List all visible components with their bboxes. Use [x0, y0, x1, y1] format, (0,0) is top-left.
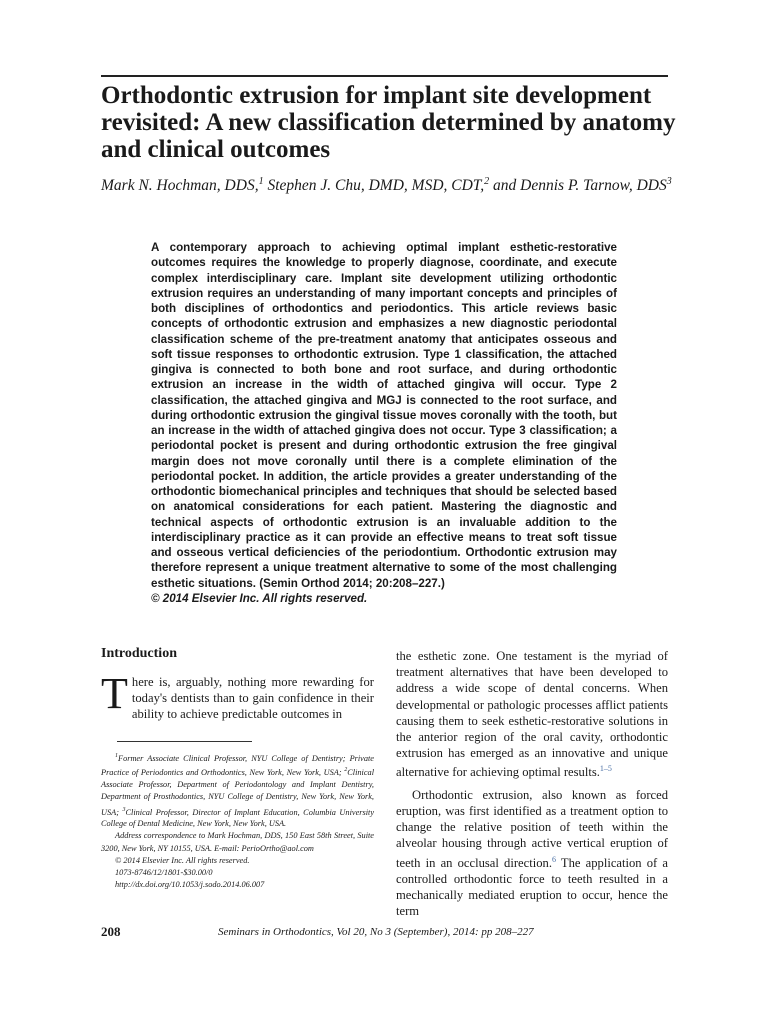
doi-link[interactable]: http://dx.doi.org/10.1053/j.sodo.2014.06.007	[115, 879, 265, 889]
intro-text-p2a: Orthodontic extrusion, also known as forced eruption, was first identified as a treatment option to change the relative position of teeth within the alveolar housing through active vertical eruption of teeth in an occlusal direction.	[396, 787, 668, 870]
intro-text-p2b: The application of a controlled orthodontic force to teeth resulted in a mechanically mediated eruption to occur, hence the term	[396, 855, 668, 919]
drop-cap: T	[101, 669, 128, 718]
right-column	[396, 648, 668, 920]
footnotes	[101, 750, 374, 891]
intro-continued	[396, 648, 668, 920]
introduction-heading: Introduction	[101, 646, 177, 661]
intro-paragraph-1-cont	[396, 648, 668, 781]
reference-link-1-5[interactable]: 1–5	[599, 764, 612, 774]
author-list	[101, 172, 681, 195]
affiliation-1: Former Associate Clinical Professor, NYU College of Dentistry; Private Practice of Periodontics and Orthodontics, New York, New York, USA;	[101, 753, 374, 778]
article-title: Orthodontic extrusion for implant site development revisited: A new classification determined by anatomy and clinical outcomes	[101, 82, 676, 163]
footnote-copyright: © 2014 Elsevier Inc. All rights reserved.	[115, 855, 250, 865]
issn: 1073-8746/12/1801-$30.00/0	[115, 867, 213, 877]
affiliation-2: Clinical Associate Professor, Department of Periodontology and Implant Dentistry, Department of Prosthodontics, NYU College of Dentistry, New York, New York, USA;	[101, 768, 374, 817]
top-rule	[101, 75, 668, 77]
author-1-affiliation: 1	[258, 176, 264, 187]
journal-citation: Seminars in Orthodontics, Vol 20, No 3 (September), 2014: pp 208–227	[218, 926, 534, 938]
aff3-marker: 3	[122, 806, 126, 813]
aff2-marker: 2	[344, 767, 348, 774]
intro-text-right: the esthetic zone. One testament is the myriad of treatment alternatives that have been developed to address a wide scope of dental concerns. When developmental or pathologic processes afflict patients causing them to seek esthetic-restorative solutions in the anterior region of the oral cavity, orthodontic extrusion has emerged as an innovative and unique alternative for achieving optimal results.	[396, 649, 668, 780]
left-column	[101, 646, 374, 891]
intro-paragraph-start	[101, 669, 374, 723]
footnote-rule	[117, 741, 252, 742]
page-number: 208	[101, 924, 121, 939]
abstract-copyright: © 2014 Elsevier Inc. All rights reserved.	[151, 591, 368, 605]
author-2: Stephen J. Chu, DMD, MSD, CDT,	[263, 177, 485, 195]
author-3: and Dennis P. Tarnow, DDS	[489, 177, 667, 195]
author-1: Mark N. Hochman, DDS,	[101, 177, 259, 195]
affiliation-3: Clinical Professor, Director of Implant Education, Columbia University College of Dental Medicine, New York, New York, USA.	[101, 807, 374, 829]
author-3-affiliation: 3	[666, 176, 672, 187]
aff1-marker: 1	[115, 752, 118, 759]
reference-link-6[interactable]: 6	[551, 854, 556, 864]
correspondence: Address correspondence to Mark Hochman, DDS, 150 East 58th Street, Suite 3200, New York, NY 10155, USA. E-mail: PerioOrtho@aol.com	[101, 831, 374, 853]
intro-text-left: here is, arguably, nothing more rewarding for today's dentists than to gain confidence in their ability to achieve predictable outcomes in	[131, 675, 374, 722]
abstract	[151, 240, 617, 606]
abstract-text: A contemporary approach to achieving optimal implant esthetic-restorative outcomes requires the knowledge to properly diagnose, coordinate, and execute complex interdisciplinary care. Implant site development utilizing orthodontic extrusion requires an understanding of many important concepts and principles of both disciplines of orthodontics and periodontics. This article reviews basic concepts of orthodontic extrusion and emphasizes a new diagnostic periodontal classification scheme of the pre-treatment anatomy that anticipates osseous and soft tissue responses to orthodontic extrusion. Type 1 classification, the attached gingiva is connected to both bone and root surface, and during orthodontic extrusion an increase in the width of attached gingiva will occur. Type 2 classification, the attached gingiva and MGJ is connected to the root surface, and during orthodontic extrusion the gingival tissue moves coronally with the tooth, but an increase in the width of attached gingiva does not occur. Type 3 classification; a periodontal pocket is present and during orthodontic extrusion the free gingival margin does not move coronally until there is a complete elimination of the periodontal pocket. In addition, the article provides a greater understanding of the orthodontic biomechanical principles and techniques that should be selected based on anatomical considerations for each patient. Mastering the diagnostic and technical aspects of orthodontic extrusion is an invaluable addition to the interdisciplinary practice as it can provide an effective means to treat soft tissue and osseous vertical deficiencies of the periodontium. Orthodontic extrusion may therefore represent a unique treatment alternative to some of the most challenging esthetic situations. (Semin Orthod 2014; 20:208–227.)	[151, 241, 617, 590]
author-2-affiliation: 2	[484, 176, 490, 187]
intro-paragraph-2	[396, 787, 668, 920]
affiliations	[101, 750, 374, 831]
